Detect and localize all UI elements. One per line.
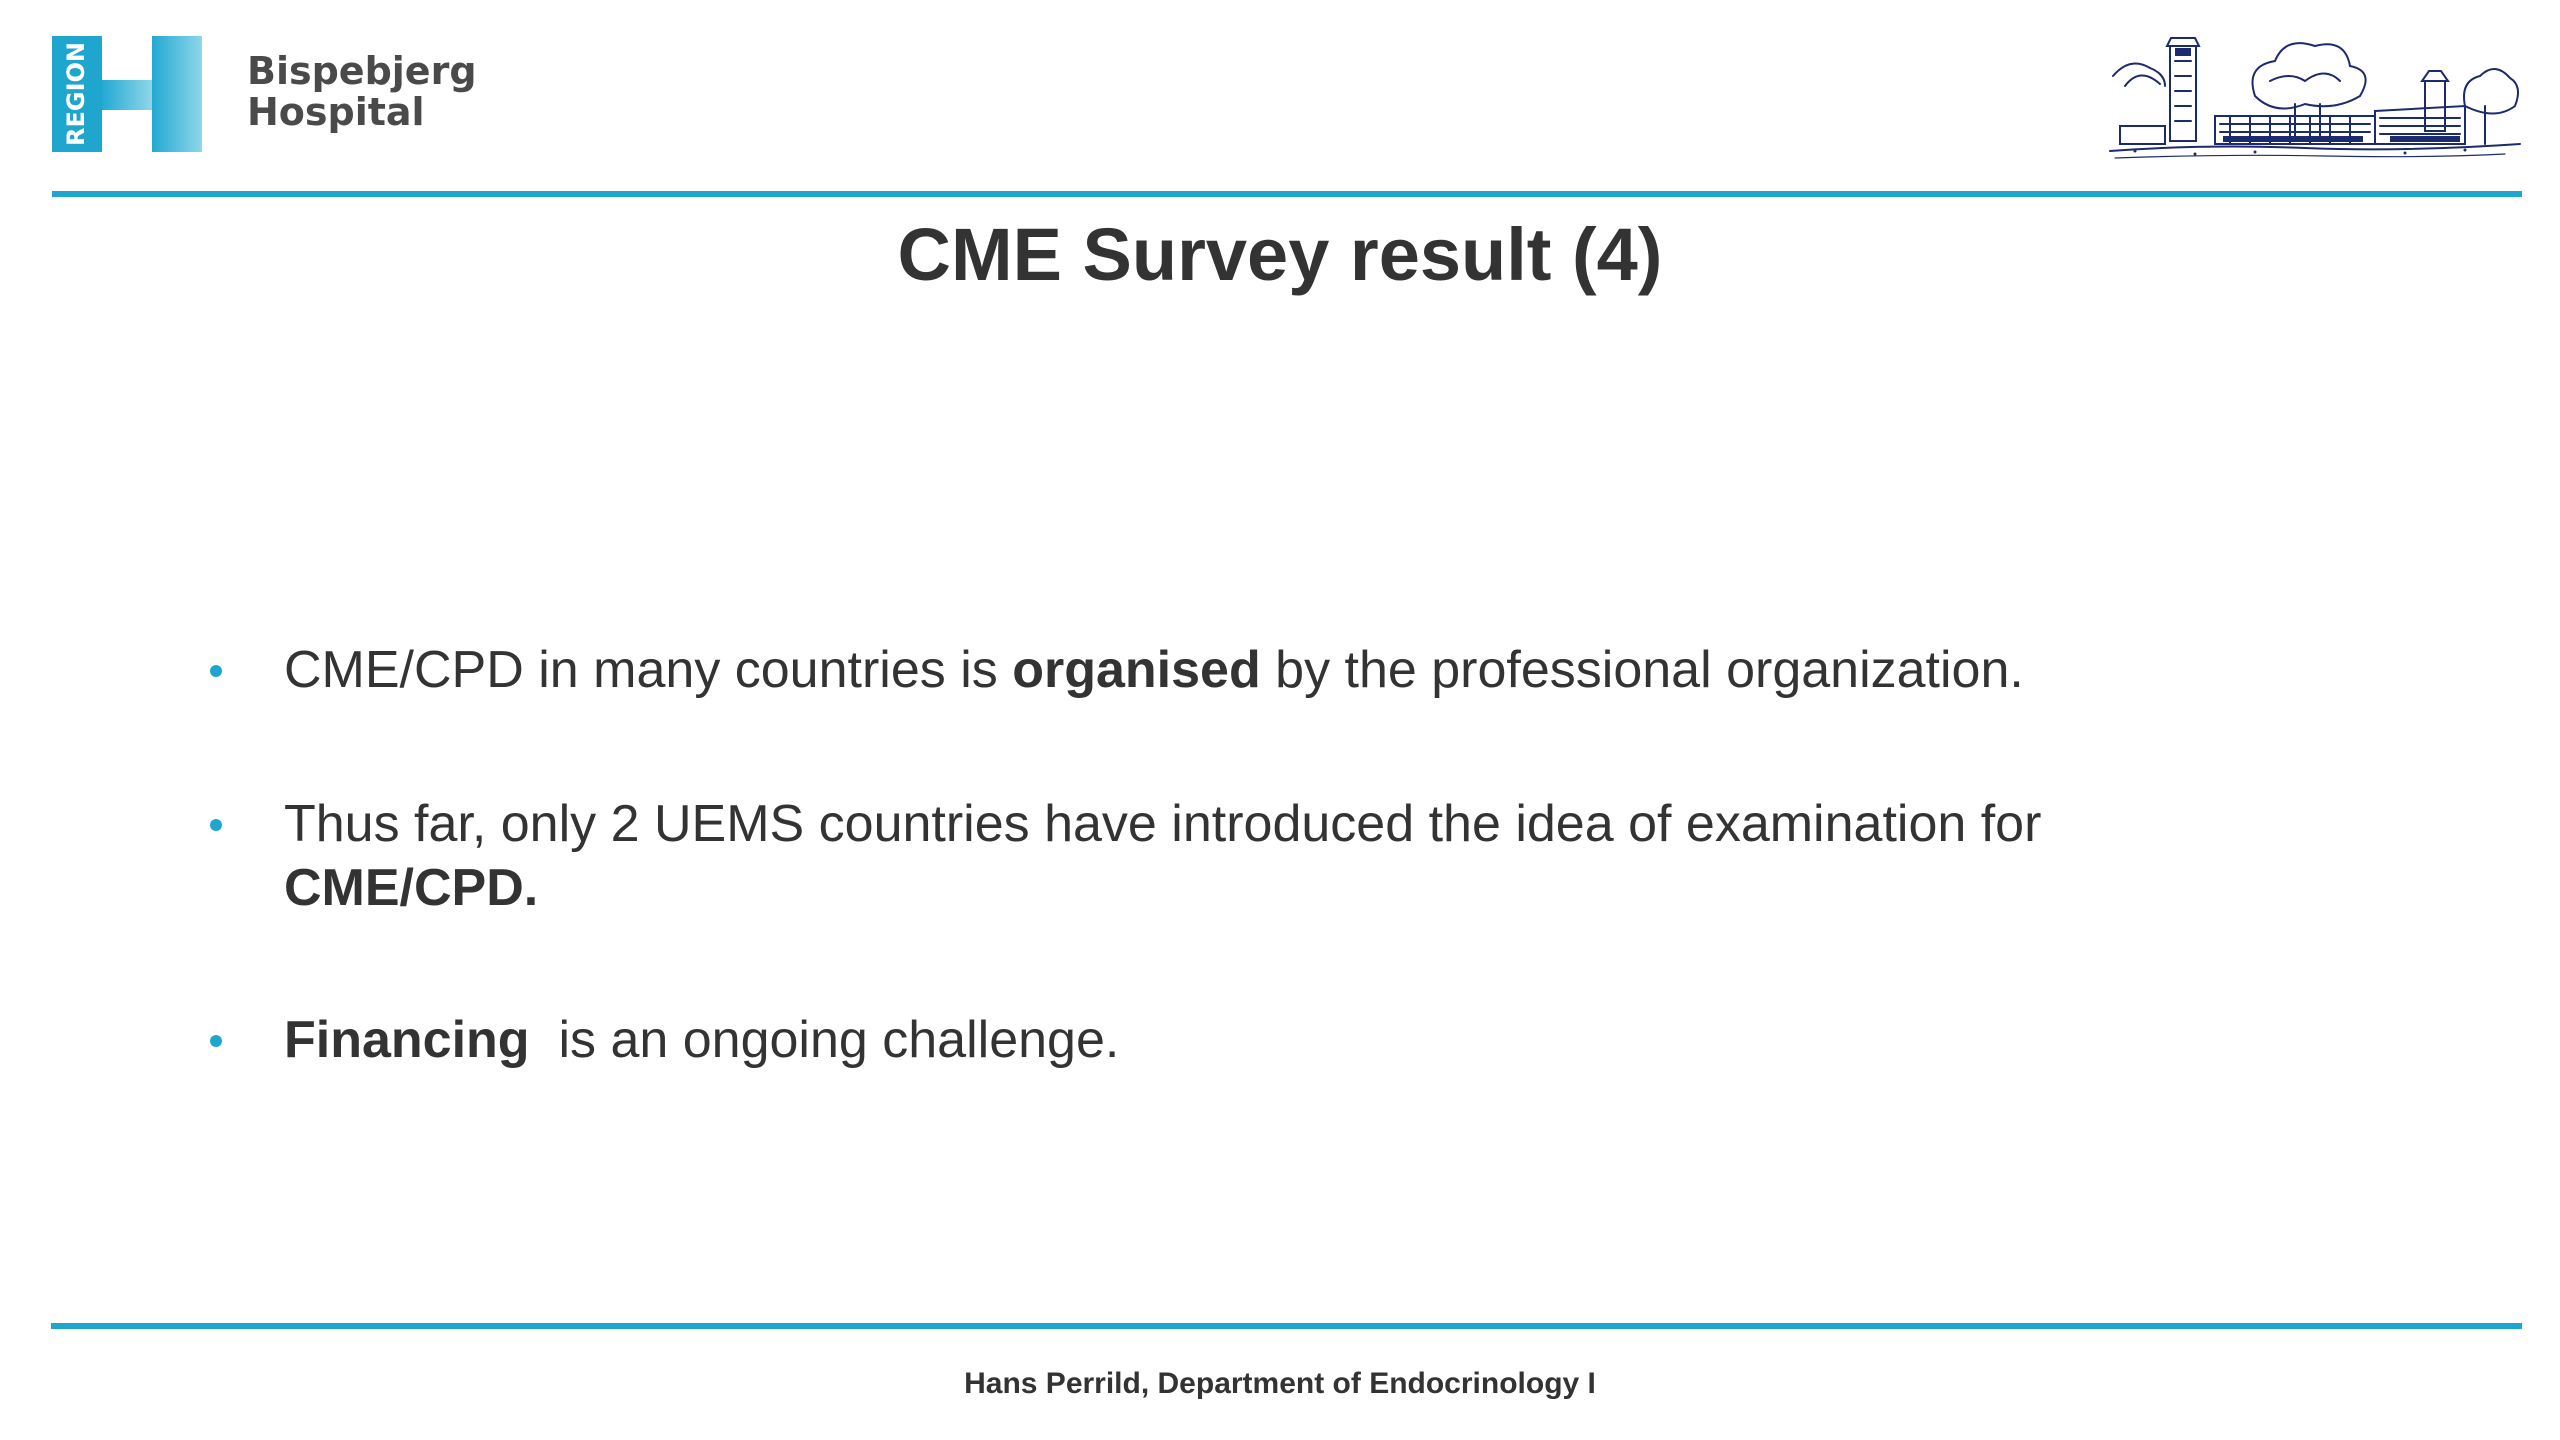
footer-divider [51,1323,2522,1329]
slide-title: CME Survey result (4) [897,213,1663,296]
hospital-name [247,51,477,133]
bullet-text [284,1008,2404,1072]
hospital-name-line1: Bispebjerg [247,49,477,93]
bullet-text [284,792,2404,920]
bullet-dot [210,665,222,677]
footer-text: Hans Perrild, Department of Endocrinology I [964,1367,1596,1400]
logo-region-text: REGION [62,42,90,146]
header-divider [52,191,2522,197]
bullet-text [284,638,2404,702]
hospital-sketch-illustration [2105,26,2525,166]
bullet-text-plain: Thus far, only 2 UEMS countries have introduced the idea of examination for [284,795,2042,853]
hospital-name-line2: Hospital [247,90,425,134]
region-h-logo [52,36,202,152]
bullet-text-plain: CME/CPD in many countries is [284,641,1013,699]
bullet-text-bold: Financing [284,1011,530,1069]
bullet-text-plain: is an ongoing challenge. [529,1011,1120,1069]
bullet-text-bold: CME/CPD. [284,859,539,917]
bullet-text-bold: organised [1012,641,1261,699]
bullet-text-plain: by the professional organization. [1260,641,2024,699]
bullet-dot [210,819,222,831]
bullet-dot [210,1035,222,1047]
